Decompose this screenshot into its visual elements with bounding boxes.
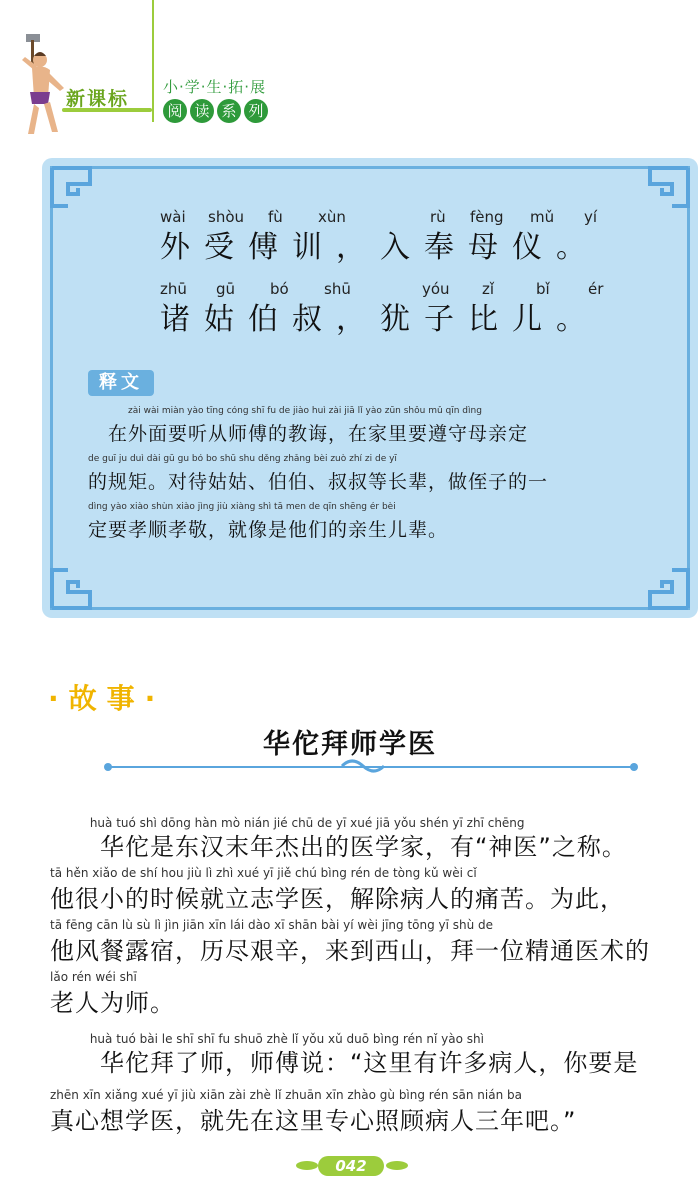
poem-hanzi: 诸姑伯叔，犹子比儿。 bbox=[160, 302, 600, 337]
story-pinyin: huà tuó bài le shī shī fu shuō zhè lǐ yǒu xǔ duō bìng rén nǐ yào shì bbox=[50, 1032, 484, 1046]
story-pinyin: lǎo rén wéi shī bbox=[50, 970, 137, 984]
explanation-label: 释文 bbox=[88, 370, 154, 396]
warrior-mascot-icon bbox=[4, 30, 70, 140]
poem-pinyin: fèng bbox=[470, 208, 504, 226]
series-subtitle-badges bbox=[163, 99, 268, 123]
wave-ornament-icon bbox=[340, 758, 386, 774]
tag-dot: · bbox=[48, 682, 69, 715]
explanation-line bbox=[88, 406, 668, 448]
fret-corner-icon bbox=[48, 566, 94, 612]
series-name: 新课标 bbox=[66, 88, 130, 110]
poem-pinyin: zǐ bbox=[482, 280, 495, 298]
poem-line bbox=[160, 280, 680, 340]
story-hanzi: 他很小的时候就立志学医，解除病人的痛苦。为此， bbox=[50, 885, 625, 913]
story-hanzi: 老人为师。 bbox=[50, 989, 175, 1017]
series-badge-char: 系 bbox=[217, 99, 241, 123]
poem-pinyin: fù bbox=[268, 208, 283, 226]
leaf-ornament-icon bbox=[386, 1161, 408, 1170]
story-title: 华佗拜师学医 bbox=[263, 729, 437, 760]
series-subtitle: 小·学·生·拓·展 bbox=[163, 78, 267, 96]
tag-dot: · bbox=[144, 682, 166, 715]
series-badge-char: 阅 bbox=[163, 99, 187, 123]
poem-hanzi: 外受傅训，入奉母仪。 bbox=[160, 230, 600, 265]
explanation-hanzi: 在外面要听从师傅的教诲，在家里要遵守母亲定 bbox=[88, 423, 529, 445]
poem-pinyin: zhū bbox=[160, 280, 187, 298]
explanation-hanzi: 的规矩。对待姑姑、伯伯、叔叔等长辈，做侄子的一 bbox=[88, 471, 549, 493]
leaf-ornament-icon bbox=[296, 1161, 318, 1170]
poem-pinyin: bǐ bbox=[536, 280, 550, 298]
series-badge-char: 读 bbox=[190, 99, 214, 123]
story-line bbox=[50, 918, 690, 968]
story-line bbox=[50, 970, 690, 1020]
poem-pinyin: yóu bbox=[422, 280, 450, 298]
fret-corner-icon bbox=[48, 164, 94, 210]
poem-pinyin: bó bbox=[270, 280, 289, 298]
story-tag-text: 故事 bbox=[68, 682, 145, 715]
story-section-tag bbox=[48, 677, 165, 717]
explanation-hanzi: 定要孝顺孝敬，就像是他们的亲生儿辈。 bbox=[88, 519, 449, 541]
explanation-pinyin: dìng yào xiào shùn xiào jìng jiù xiàng shì tā men de qīn shēng ér bèi bbox=[88, 502, 396, 512]
poem-pinyin: ér bbox=[588, 280, 604, 298]
poem-pinyin-row bbox=[160, 208, 680, 228]
page-number: 042 bbox=[318, 1156, 384, 1176]
story-pinyin: zhēn xīn xiǎng xué yī jiù xiān zài zhè lǐ zhuān xīn zhào gù bìng rén sān nián ba bbox=[50, 1088, 522, 1102]
story-hanzi: 真心想学医，就先在这里专心照顾病人三年吧。” bbox=[50, 1107, 577, 1135]
story-hanzi: 华佗是东汉末年杰出的医学家，有“神医”之称。 bbox=[50, 833, 627, 861]
page-header bbox=[0, 0, 700, 150]
fret-corner-icon bbox=[646, 566, 692, 612]
poem-pinyin: mǔ bbox=[530, 208, 555, 226]
explanation-line bbox=[88, 454, 668, 496]
explanation-pinyin: zài wài miàn yào tīng cóng shī fu de jiào huì zài jiā lǐ yào zūn shǒu mǔ qīn dìng bbox=[128, 406, 482, 416]
poem-pinyin: gū bbox=[216, 280, 236, 298]
poem-pinyin: shòu bbox=[208, 208, 245, 226]
divider-end-dot bbox=[630, 763, 638, 771]
story-line bbox=[50, 866, 690, 916]
story-pinyin: huà tuó shì dōng hàn mò nián jié chū de yī xué jiā yǒu shén yī zhī chēng bbox=[50, 816, 525, 830]
story-line bbox=[50, 814, 690, 864]
story-pinyin: tā hěn xiǎo de shí hou jiù lì zhì xué yī jiě chú bìng rén de tòng kǔ wèi cǐ bbox=[50, 866, 477, 880]
story-line bbox=[50, 1088, 690, 1138]
divider-end-dot bbox=[104, 763, 112, 771]
poem-pinyin: yí bbox=[584, 208, 598, 226]
poem-pinyin-row bbox=[160, 280, 680, 300]
explanation-pinyin: de guī ju duì dài gū gu bó bo shū shu děng zhǎng bèi zuò zhí zi de yī bbox=[88, 454, 397, 464]
poem-pinyin: xùn bbox=[318, 208, 346, 226]
explanation-line bbox=[88, 502, 668, 544]
story-line bbox=[50, 1030, 690, 1080]
story-pinyin: tā fēng cān lù sù lì jìn jiān xīn lái dào xī shān bài yí wèi jīng tōng yī shù de bbox=[50, 918, 494, 932]
poem-pinyin: wài bbox=[160, 208, 186, 226]
fret-corner-icon bbox=[646, 164, 692, 210]
series-badge-char: 列 bbox=[244, 99, 268, 123]
story-hanzi: 华佗拜了师，师傅说：“这里有许多病人，你要是 bbox=[50, 1049, 639, 1077]
poem-line bbox=[160, 208, 680, 268]
poem-pinyin: rù bbox=[430, 208, 446, 226]
header-divider bbox=[152, 0, 154, 122]
poem-pinyin: shū bbox=[324, 280, 351, 298]
story-hanzi: 他风餐露宿，历尽艰辛，来到西山，拜一位精通医术的 bbox=[50, 937, 650, 965]
